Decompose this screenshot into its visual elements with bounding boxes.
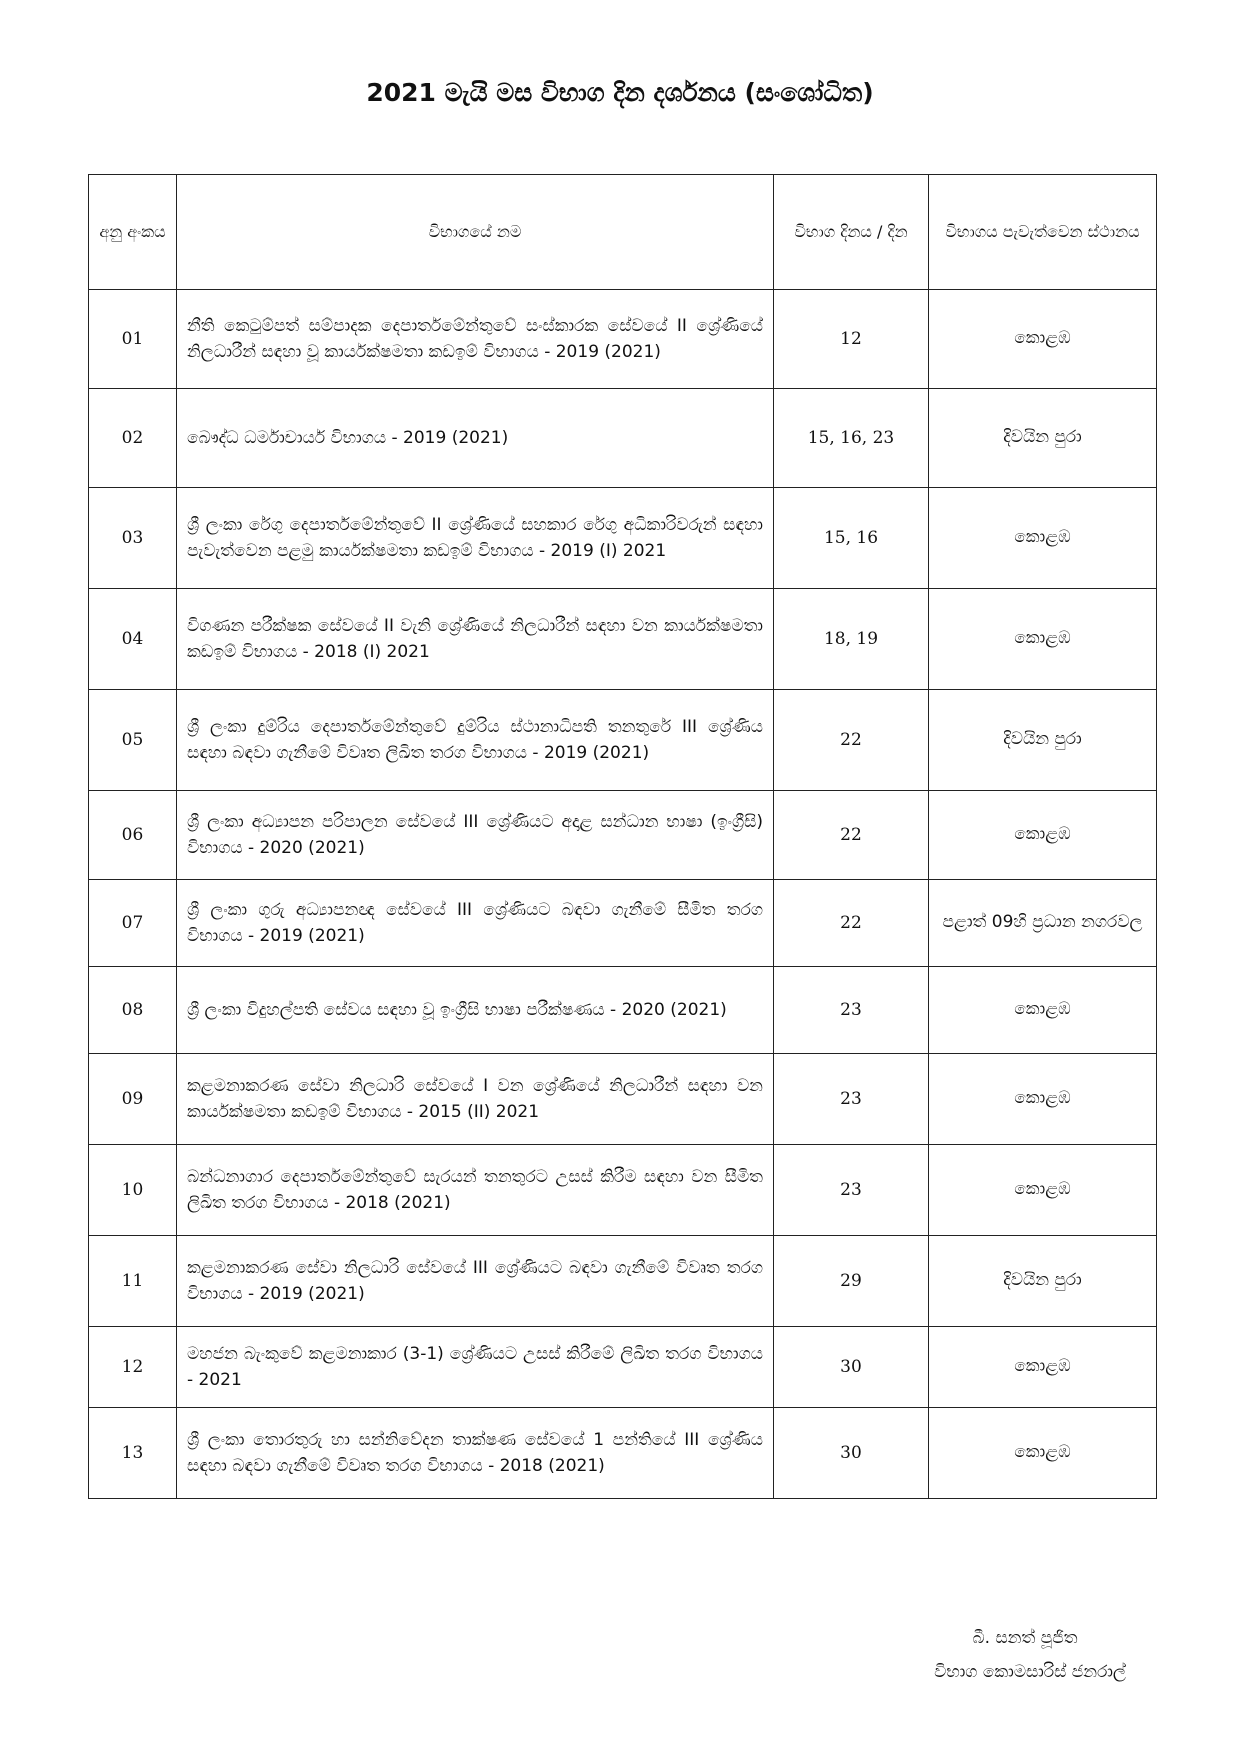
row-exam-date: 23 [774, 1054, 929, 1145]
row-exam-name: ශ්‍රී ලංකා තොරතුරු හා සන්නිවේදන තාක්ෂණ සේවයේ 1 පන්තියේ III ශ්‍රේණිය සඳහා බඳවා ගැනීමේ විවෘත තරග විභාගය - 2018 (2021) [177, 1408, 774, 1499]
row-exam-date: 23 [774, 967, 929, 1054]
signatory-name: බී. සනත් පූජිත [972, 1628, 1078, 1648]
table-row [89, 1327, 1157, 1408]
table-row [89, 1145, 1157, 1236]
row-exam-name: ශ්‍රී ලංකා ගුරු අධ්‍යාපනඥ සේවයේ III ශ්‍රේණියට බඳවා ගැනීමේ සීමිත තරග විභාගය - 2019 (2021) [177, 880, 774, 967]
row-exam-place: දිවයින පුරා [929, 690, 1157, 791]
table-row [89, 1054, 1157, 1145]
row-exam-name: කළමනාකරණ සේවා නිලධාරි සේවයේ III ශ්‍රේණියට බඳවා ගැනීමේ විවෘත තරග විභාගය - 2019 (2021) [177, 1236, 774, 1327]
row-exam-name: නීති කෙටුම්පත් සම්පාදක දෙපාර්තමේන්තුවේ සංස්කාරක සේවයේ II ශ්‍රේණියේ නිලධාරීන් සඳහා වූ කාර්යක්ෂමතා කඩඉම් විභාගය - 2019 (2021) [177, 290, 774, 389]
row-serial-number: 07 [89, 880, 177, 967]
table-row [89, 791, 1157, 880]
row-exam-name: බෞද්ධ ධර්මාචාර්ය විභාගය - 2019 (2021) [177, 389, 774, 488]
row-exam-place: කොළඹ [929, 589, 1157, 690]
row-exam-place: කොළඹ [929, 967, 1157, 1054]
row-exam-date: 18, 19 [774, 589, 929, 690]
row-exam-date: 15, 16, 23 [774, 389, 929, 488]
row-serial-number: 08 [89, 967, 177, 1054]
row-exam-date: 29 [774, 1236, 929, 1327]
row-serial-number: 03 [89, 488, 177, 589]
row-serial-number: 06 [89, 791, 177, 880]
row-exam-name: කළමනාකරණ සේවා නිලධාරි සේවයේ I වන ශ්‍රේණියේ නිලධාරීන් සඳහා වන කාර්යක්ෂමතා කඩඉම් විභාගය - 2015 (II) 2021 [177, 1054, 774, 1145]
row-exam-name: ශ්‍රී ලංකා විදුහල්පති සේවය සඳහා වූ ඉංග්‍රීසි භාෂා පරීක්ෂණය - 2020 (2021) [177, 967, 774, 1054]
row-exam-place: දිවයින පුරා [929, 1236, 1157, 1327]
row-exam-date: 15, 16 [774, 488, 929, 589]
row-exam-date: 12 [774, 290, 929, 389]
row-exam-name: බන්ධනාගාර දෙපාර්තමේන්තුවේ සැරයන් තනතුරට උසස් කිරීම සඳහා වන සීමිත ලිඛිත තරග විභාගය - 2018 (2021) [177, 1145, 774, 1236]
table-row [89, 1236, 1157, 1327]
row-exam-place: දිවයින පුරා [929, 389, 1157, 488]
table-row [89, 589, 1157, 690]
row-exam-name: විගණන පරීක්ෂක සේවයේ II වැනි ශ්‍රේණියේ නිලධාරීන් සඳහා වන කාර්යක්ෂමතා කඩඉම් විභාගය - 2018 (I) 2021 [177, 589, 774, 690]
row-exam-place: කොළඹ [929, 1054, 1157, 1145]
row-serial-number: 04 [89, 589, 177, 690]
row-serial-number: 05 [89, 690, 177, 791]
row-exam-name: ශ්‍රී ලංකා රේගු දෙපාර්තමේන්තුවේ II ශ්‍රේණියේ සහකාර රේගු අධිකාරිවරුන් සඳහා පැවැත්වෙන පළමු කාර්යක්ෂමතා කඩඉම් විභාගය - 2019 (I) 2021 [177, 488, 774, 589]
row-exam-place: කොළඹ [929, 290, 1157, 389]
row-exam-date: 23 [774, 1145, 929, 1236]
row-exam-place: කොළඹ [929, 1327, 1157, 1408]
table-row [89, 290, 1157, 389]
row-exam-date: 22 [774, 880, 929, 967]
row-exam-place: කොළඹ [929, 1145, 1157, 1236]
table-row [89, 880, 1157, 967]
header-exam-place: විභාගය පැවැත්වෙන ස්ථානය [929, 175, 1157, 290]
row-serial-number: 02 [89, 389, 177, 488]
exam-schedule-table [88, 174, 1157, 1499]
table-header-row [89, 175, 1157, 290]
row-serial-number: 12 [89, 1327, 177, 1408]
row-exam-place: කොළඹ [929, 488, 1157, 589]
row-exam-name: මහජන බැංකුවේ කළමනාකාර (3-1) ශ්‍රේණියට උසස් කිරීමේ ලිඛිත තරග විභාගය - 2021 [177, 1327, 774, 1408]
row-exam-name: ශ්‍රී ලංකා අධ්‍යාපන පරිපාලන සේවයේ III ශ්‍රේණියට අදාළ සන්ධාන භාෂා (ඉංග්‍රීසි) විභාගය - 2020 (2021) [177, 791, 774, 880]
table-row [89, 488, 1157, 589]
table-row [89, 690, 1157, 791]
header-exam-date: විභාග දිනය / දින [774, 175, 929, 290]
row-serial-number: 09 [89, 1054, 177, 1145]
table-row [89, 967, 1157, 1054]
row-serial-number: 11 [89, 1236, 177, 1327]
table-row [89, 389, 1157, 488]
table-row [89, 1408, 1157, 1499]
header-serial-number: අනු අංකය [89, 175, 177, 290]
row-exam-place: පළාත් 09හි ප්‍රධාන නගරවල [929, 880, 1157, 967]
row-exam-date: 30 [774, 1408, 929, 1499]
page-title: 2021 මැයි මස විභාග දින දර්ශනය (සංශෝධිත) [366, 78, 874, 107]
row-exam-date: 22 [774, 791, 929, 880]
signatory-title: විභාග කොමසාරිස් ජනරාල් [934, 1662, 1126, 1682]
table-body [89, 290, 1157, 1499]
row-exam-name: ශ්‍රී ලංකා දුම්රිය දෙපාර්තමේන්තුවේ දුම්රිය ස්ථානාධිපති තනතුරේ III ශ්‍රේණිය සඳහා බඳවා ගැනීමේ විවෘත ලිඛිත තරග විභාගය - 2019 (2021) [177, 690, 774, 791]
row-serial-number: 01 [89, 290, 177, 389]
row-exam-place: කොළඹ [929, 1408, 1157, 1499]
row-exam-date: 22 [774, 690, 929, 791]
row-exam-date: 30 [774, 1327, 929, 1408]
row-serial-number: 13 [89, 1408, 177, 1499]
row-serial-number: 10 [89, 1145, 177, 1236]
header-exam-name: විභාගයේ නම [177, 175, 774, 290]
row-exam-place: කොළඹ [929, 791, 1157, 880]
